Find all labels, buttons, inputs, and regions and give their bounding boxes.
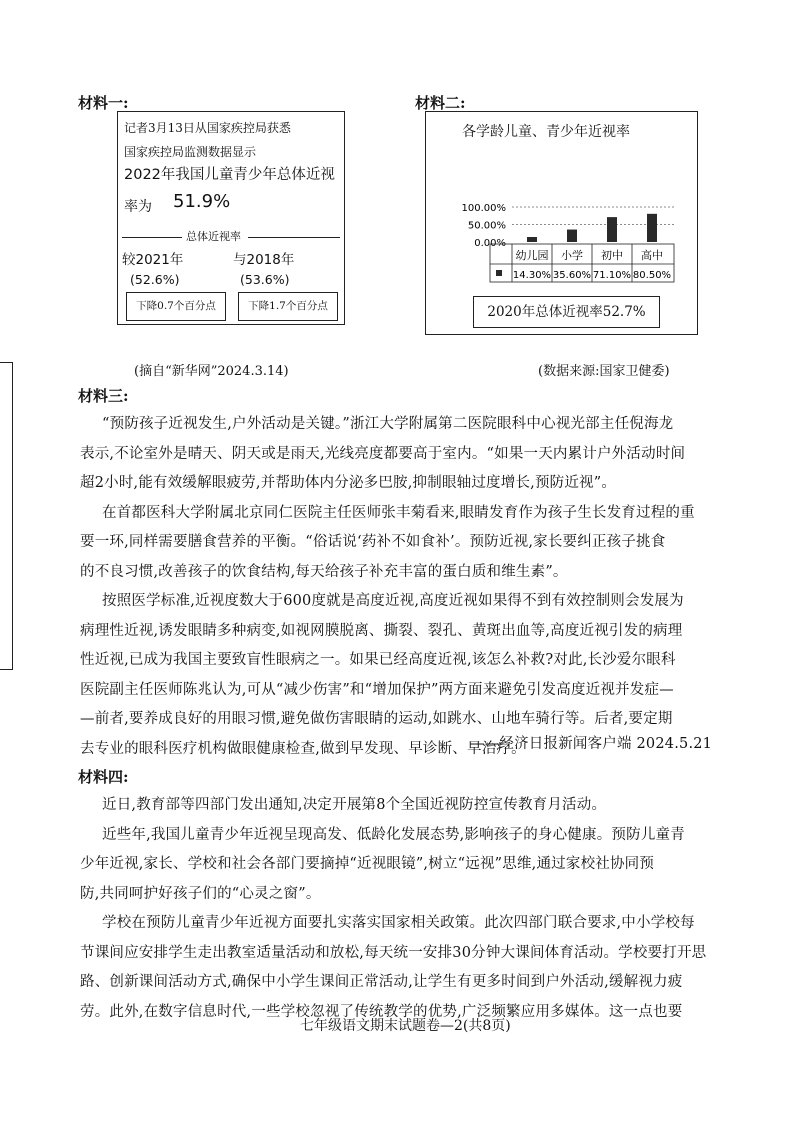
text-line: 学校在预防儿童青少年近视方面要扎实落实国家相关政策。此次四部门联合要求,中小学校每 <box>102 915 695 931</box>
text-line: 少年近视,家长、学校和社会各部门要摘掉“近视眼镜”,树立“远视”思维,通过家校社协同预 <box>80 856 655 872</box>
category-label: 初中 <box>601 249 623 262</box>
y-tick-label: 50.00% <box>467 220 506 232</box>
material2-box <box>425 111 698 335</box>
text-line: “预防孩子近视发生,户外活动是关键。”浙江大学附属第二医院眼科中心视光部主任倪海龙 <box>102 416 674 432</box>
material1-line1: 记者3月13日从国家疾控局获悉 <box>124 121 291 135</box>
compare1-value: (52.6%) <box>130 272 180 287</box>
text-line: 要一环,同样需要膳食营养的平衡。“俗话说‘药补不如食补’。预防近视,家长要纠正孩子挑食 <box>80 534 666 550</box>
material3-label: 材料三: <box>78 387 129 405</box>
bar <box>607 217 617 242</box>
material4-label: 材料四: <box>78 768 129 786</box>
text-line: 医院副主任医师陈兆认为,可从“减少伤害”和“增加保护”两方面来避免引发高度近视并发症— <box>80 681 674 698</box>
subtitle-rule-left <box>122 237 182 238</box>
chart-title: 各学龄儿童、青少年近视率 <box>462 124 630 140</box>
bar <box>527 237 537 242</box>
value-label: 71.10% <box>592 270 632 281</box>
y-tick-label: 0.00% <box>474 238 506 249</box>
category-label: 高中 <box>641 249 663 262</box>
material1-source: (摘自“新华网”2024.3.14) <box>134 364 289 379</box>
text-line: 性近视,已成为我国主要致盲性眼病之一。如果已经高度近视,该怎么补救?对此,长沙爱尔眼科 <box>80 652 676 668</box>
text-line: 超2小时,能有效缓解眼疲劳,并帮助体内分泌多巴胺,抑制眼轴过度增长,预防近视”。 <box>80 475 617 491</box>
value-label: 14.30% <box>512 270 552 281</box>
value-label: 80.50% <box>632 270 672 281</box>
text-line: 防,共同呵护好孩子们的“心灵之窗”。 <box>80 885 321 902</box>
y-tick-label: 100.00% <box>461 203 506 214</box>
text-line: 路、创新课间活动方式,确保中小学生课间正常活动,让学生有更多时间到户外活动,缓解视力疲 <box>80 974 683 990</box>
text-line: 近日,教育部等四部门发出通知,决定开展第8个全国近视防控宣传教育月活动。 <box>102 797 607 813</box>
compare2-label: 与2018年 <box>233 252 295 268</box>
category-label: 幼儿园 <box>515 249 549 262</box>
material1-line2: 国家疾控局监测数据显示 <box>124 145 257 159</box>
text-line: 表示,不论室外是晴天、阴天或是雨天,光线亮度都要高于室内。“如果一天内累计户外活动时间 <box>80 445 686 462</box>
material2-source: (数据来源:国家卫健委) <box>538 364 670 379</box>
rate-prefix: 率为 <box>124 199 152 215</box>
text-line: 病理性近视,诱发眼睛多种病变,如视网膜脱离、撕裂、裂孔、黄斑出血等,高度近视引发的病理 <box>80 622 683 639</box>
value-label: 35.60% <box>552 270 592 281</box>
material3-body <box>80 410 720 764</box>
text-line: 节课间应安排学生走出教室适量活动和放松,每天统一安排30分钟大课间体育活动。学校要打开思 <box>80 944 707 961</box>
rate-value: 51.9% <box>173 191 231 212</box>
category-label: 小学 <box>561 249 583 262</box>
legend-key <box>496 270 502 276</box>
bar <box>567 230 577 242</box>
text-line: 的不良习惯,改善孩子的饮食结构,每天给孩子补充丰富的蛋白质和维生素”。 <box>80 563 568 580</box>
compare1-change: 下降0.7个百分点 <box>126 292 226 321</box>
bar <box>647 214 657 242</box>
material1-box <box>117 111 345 325</box>
material3-source: ——经济日报新闻客户端 2024.5.21 <box>470 736 713 752</box>
text-line: 劳。此外,在数字信息时代,一些学校忽视了传统教学的优势,广泛频繁应用多媒体。这一点也要 <box>80 1003 683 1020</box>
material2-footer: 2020年总体近视率52.7% <box>473 296 660 328</box>
subtitle-rule-right <box>248 237 340 238</box>
text-line: —前者,要养成良好的用眼习惯,避免做伤害眼睛的运动,如跳水、山地车骑行等。后者,要定期 <box>80 711 673 727</box>
compare2-change: 下降1.7个百分点 <box>238 292 338 321</box>
material4-body <box>80 791 720 1027</box>
text-line: 在首都医科大学附属北京同仁医院主任医师张丰菊看来,眼睛发育作为孩子生长发育过程的重 <box>102 504 695 521</box>
material1-line3: 2022年我国儿童青少年总体近视 <box>124 167 335 183</box>
compare2-value: (53.6%) <box>240 272 290 287</box>
subtitle: 总体近视率 <box>186 230 241 243</box>
text-line: 去专业的眼科医疗机构做眼健康检查,做到早发现、早诊断、早治疗。 <box>80 740 526 757</box>
compare1-label: 较2021年 <box>122 252 184 268</box>
left-margin-bracket <box>0 362 13 670</box>
text-line: 近些年,我国儿童青少年近视呈现高发、低龄化发展态势,影响孩子的身心健康。预防儿童青 <box>102 826 685 843</box>
material2-label: 材料二: <box>415 94 466 112</box>
page-footer: 七年级语文期末试题卷—2(共8页) <box>300 1018 511 1034</box>
material1-label: 材料一: <box>78 94 129 112</box>
text-line: 按照医学标准,近视度数大于600度就是高度近视,高度近视如果得不到有效控制则会发展为 <box>102 593 684 609</box>
myopia-bar-chart <box>426 112 697 312</box>
